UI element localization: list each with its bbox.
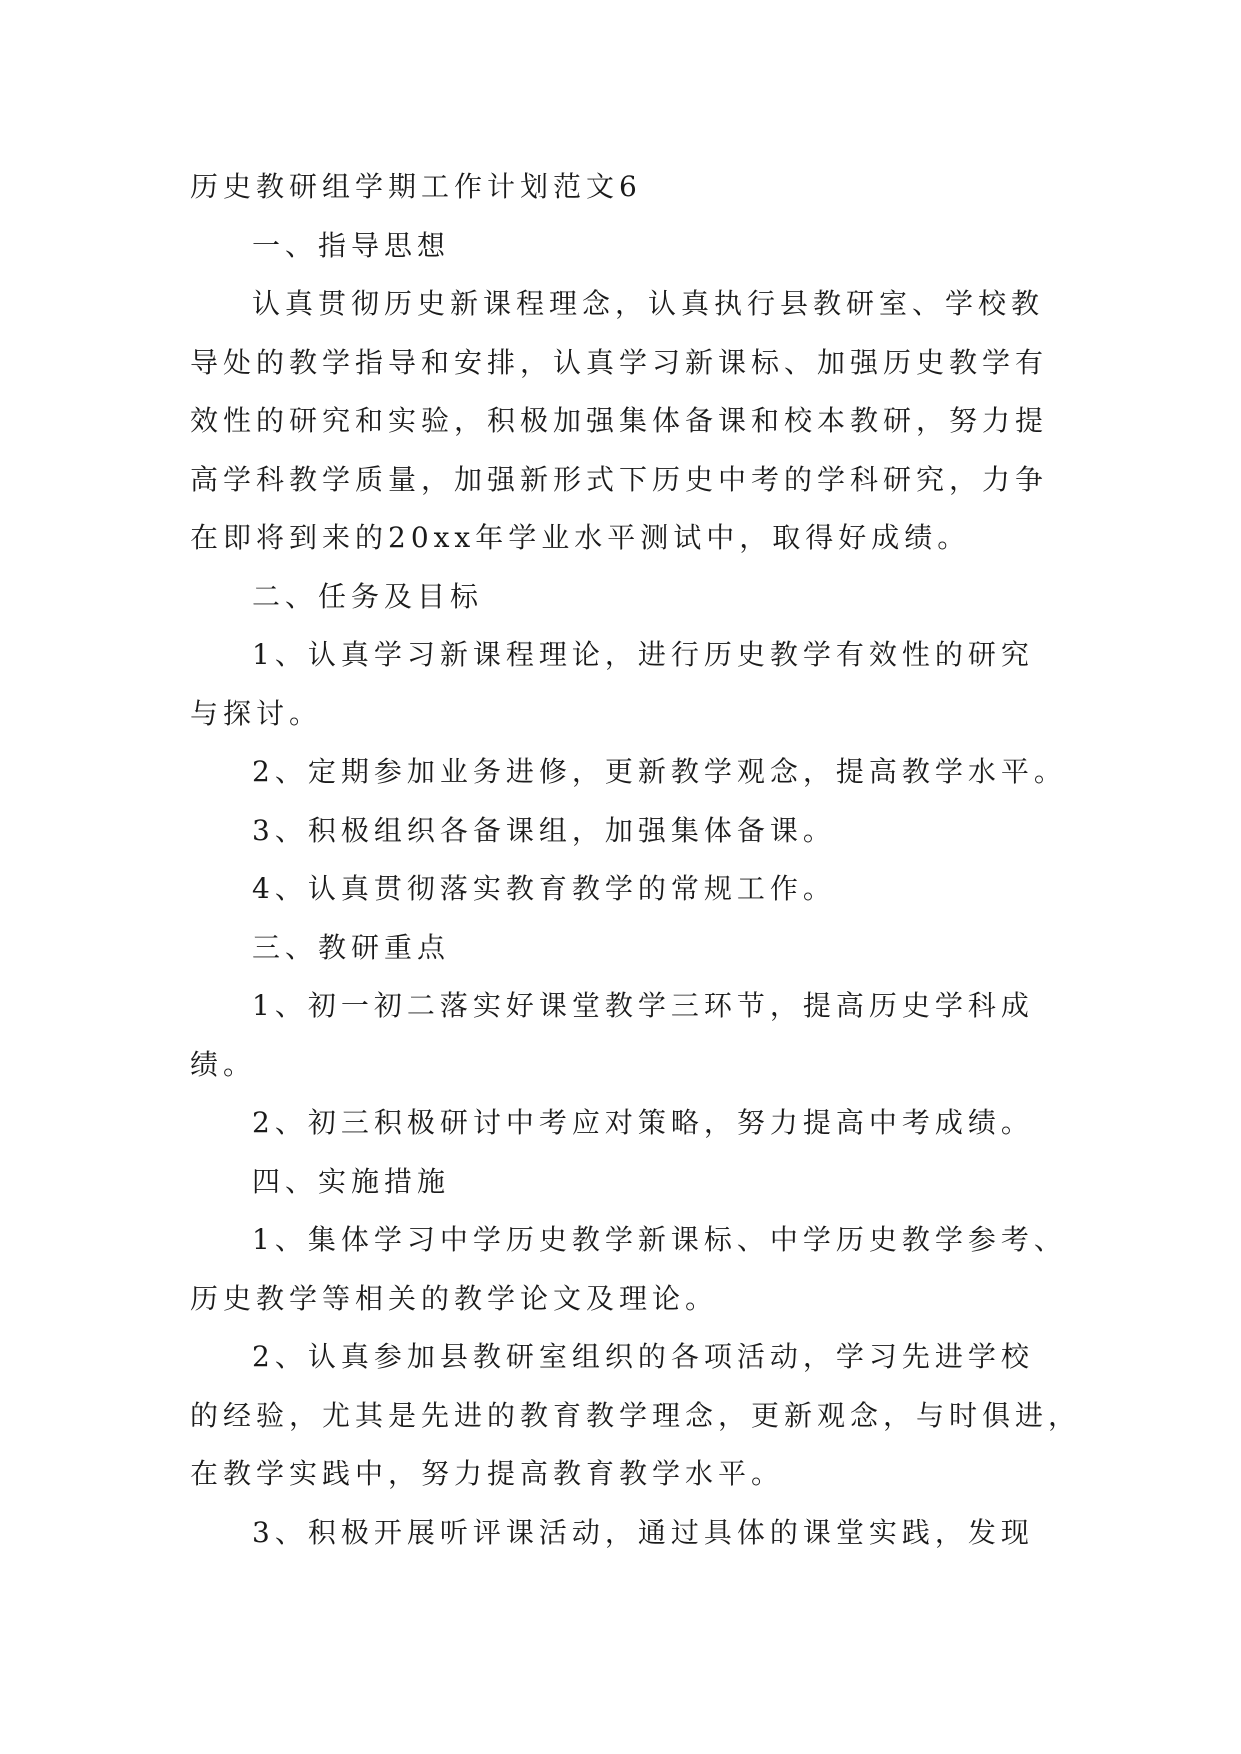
document-line: 二、任务及目标	[252, 579, 484, 613]
document-title: 历史教研组学期工作计划范文6	[190, 170, 642, 203]
document-body	[190, 158, 1082, 1562]
document-line: 高学科教学质量，加强新形式下历史中考的学科研究，力争	[190, 462, 1049, 496]
document-line: 一、指导思想	[252, 228, 451, 262]
document-line: 与探讨。	[190, 696, 323, 730]
document-lines	[190, 217, 1082, 1563]
document-line: 四、实施措施	[252, 1164, 451, 1198]
document-line: 2、认真参加县教研室组织的各项活动，学习先进学校	[252, 1340, 1034, 1373]
document-line: 3、积极开展听评课活动，通过具体的课堂实践，发现	[252, 1515, 1034, 1549]
document-line: 三、教研重点	[252, 930, 451, 964]
document-line: 1、初一初二落实好课堂教学三环节，提高历史学科成	[252, 989, 1034, 1022]
document-line: 的经验，尤其是先进的教育教学理念，更新观念，与时俱进，	[190, 1398, 1082, 1432]
document-line: 2、初三积极研讨中考应对策略，努力提高中考成绩。	[252, 1106, 1034, 1139]
document-line: 历史教学等相关的教学论文及理论。	[190, 1281, 719, 1315]
document-line: 效性的研究和实验，积极加强集体备课和校本教研，努力提	[190, 404, 1049, 437]
document-line: 在教学实践中，努力提高教育教学水平。	[190, 1457, 785, 1490]
document-line: 在即将到来的20xx年学业水平测试中，取得好成绩。	[190, 521, 971, 554]
document-line: 1、认真学习新课程理论，进行历史教学有效性的研究	[252, 638, 1034, 671]
document-line: 3、积极组织各备课组，加强集体备课。	[252, 813, 836, 847]
document-line: 1、集体学习中学历史教学新课标、中学历史教学参考、	[252, 1223, 1067, 1256]
document-line: 4、认真贯彻落实教育教学的常规工作。	[252, 872, 836, 905]
document-line: 认真贯彻历史新课程理念，认真执行县教研室、学校教	[252, 287, 1045, 320]
document-line: 绩。	[190, 1047, 257, 1081]
document-line: 导处的教学指导和安排，认真学习新课标、加强历史教学有	[190, 345, 1049, 379]
document-line: 2、定期参加业务进修，更新教学观念，提高教学水平。	[252, 755, 1067, 788]
